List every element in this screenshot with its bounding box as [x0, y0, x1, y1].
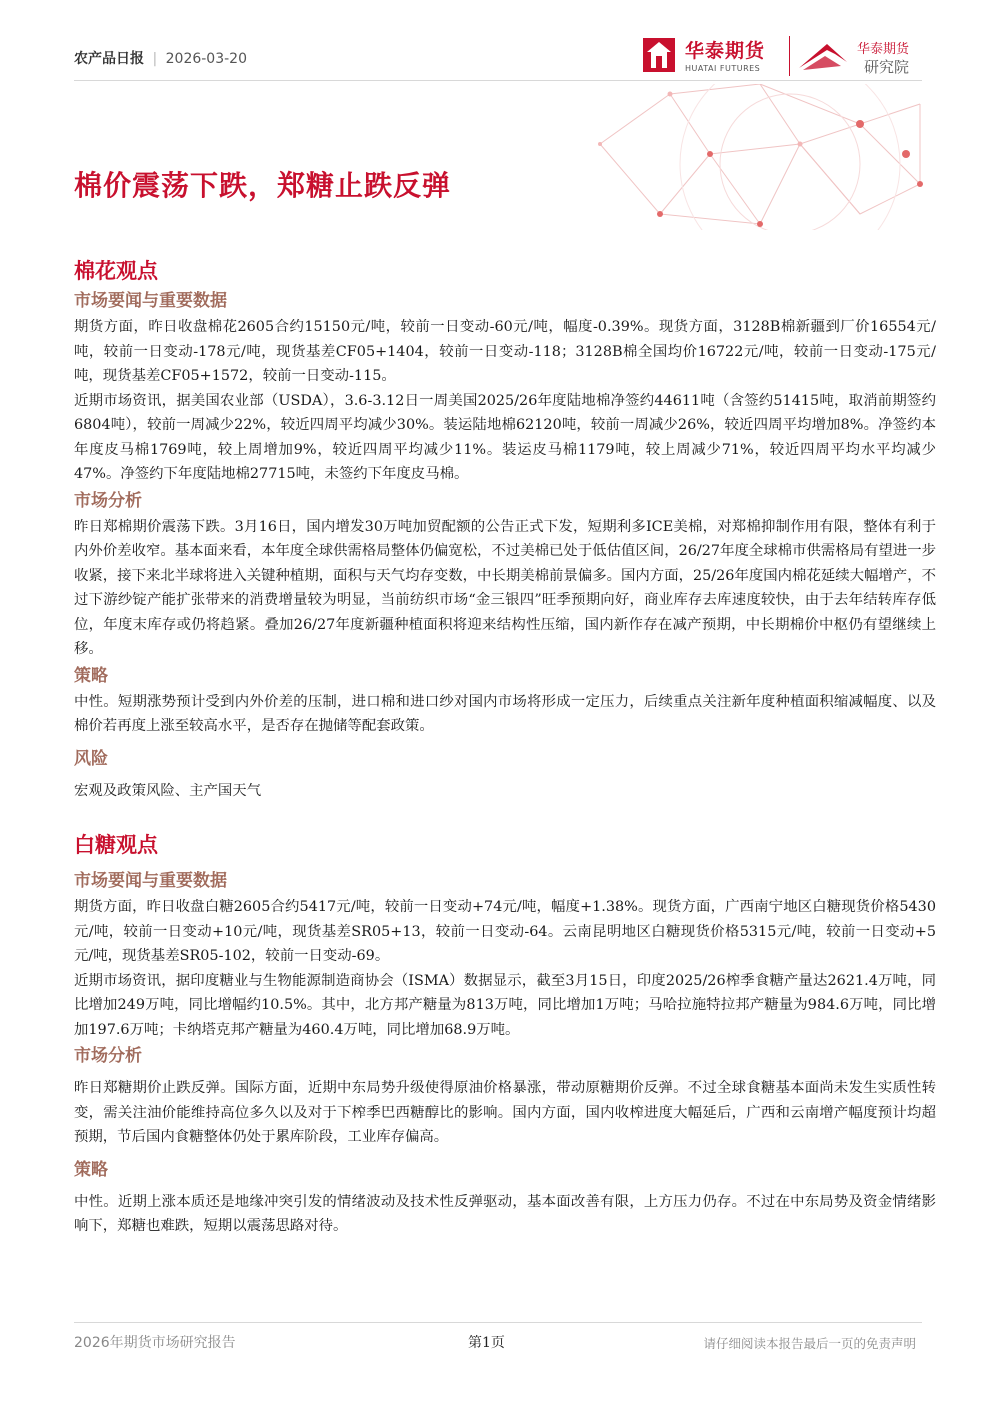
sugar-news-paragraph-1: 期货方面，昨日收盘白糖2605合约5417元/吨，较前一日变动+74元/吨，幅度+1.38%。现货方面，广西南宁地区白糖现货价格5430元/吨，较前一日变动+10元/吨，现货基差SR05+13，较前一日变动-64。云南昆明地区白糖现货价格5315元/吨，较前一日变动+5元/吨，现货基差SR05-102，较前一日变动-69。: [74, 899, 936, 964]
footer-rule: [74, 1322, 922, 1323]
huatai-futures-logo: [643, 36, 783, 78]
institute-line1: 华泰期货: [857, 42, 910, 57]
cotton-analysis-paragraph: 昨日郑棉期价震荡下跌。3月16日，国内增发30万吨加贸配额的公告正式下发，短期利多ICE美棉，对郑棉抑制作用有限，整体有利于内外价差收窄。基本面来看，本年度全球供需格局整体仍偏宽松，不过美棉已处于低估值区间，26/27年度全球棉市供需格局有望进一步收紧，接下来北半球将进入关键种植期，面积与天气均存变数，中长期美棉前景偏多。国内方面，25/26年度国内棉花延续大幅增产，不过下游纱锭产能扩张带来的消费增量较为明显，当前纺织市场“金三银四”旺季预期向好，商业库存去库速度较快，由于去年结转库存低位，年度末库存或仍将趋紧。叠加26/27年度新疆种植面积将迎来结构性压缩，国内新作存在减产预期，中长期棉价中枢仍有望继续上移。: [74, 518, 936, 657]
cotton-analysis-heading: 市场分析: [74, 490, 142, 511]
page-header: [0, 0, 992, 230]
sugar-news-heading: 市场要闻与重要数据: [74, 871, 227, 891]
page-number: 第1页: [468, 1335, 505, 1351]
cotton-section: [74, 255, 936, 803]
cotton-heading: 棉花观点: [74, 259, 158, 283]
institute-line2: 研究院: [864, 58, 910, 76]
logo-en-text: HUATAI FUTURES: [685, 64, 761, 73]
sugar-section: [74, 829, 936, 1239]
footer-report-name: 2026年期货市场研究报告: [74, 1335, 236, 1351]
sugar-analysis-heading: 市场分析: [74, 1046, 142, 1066]
report-title: 棉价震荡下跌，郑糖止跌反弹: [74, 169, 452, 202]
sugar-news-paragraph-2: 近期市场资讯，据印度糖业与生物能源制造商协会（ISMA）数据显示，截至3月15日，印度2025/26榨季食糖产量达2621.4万吨，同比增加249万吨，同比增幅约10.5%。其中，北方邦产糖量为813万吨，同比增加1万吨；马哈拉施特拉邦产糖量为984.6万吨，同比增加197.6万吨；卡纳塔克邦产糖量为460.4万吨，同比增加68.9万吨。: [74, 972, 936, 1038]
report-date: 2026-03-20: [165, 51, 247, 67]
disclaimer-notice: 请仔细阅读本报告最后一页的免责声明: [703, 1336, 916, 1351]
cotton-news-paragraph-1: 期货方面，昨日收盘棉花2605合约15150元/吨，较前一日变动-60元/吨，幅度-0.39%。现货方面，3128B棉新疆到厂价16554元/吨，较前一日变动-178元/吨，现货基差CF05+1404，较前一日变动-118；3128B棉全国均价16722元/吨，较前一日变动-175元/吨，现货基差CF05+1572，较前一日变动-115。: [74, 319, 936, 384]
doc-type: 农产品日报: [74, 51, 144, 67]
cotton-strategy-heading: 策略: [74, 665, 108, 686]
huatai-logo-icon: [643, 38, 675, 72]
sugar-analysis-paragraph: 昨日郑糖期价止跌反弹。国际方面，近期中东局势升级使得原油价格暴涨，带动原糖期价反弹。不过全球食糖基本面尚未发生实质性转变，需关注油价能维持高位多久以及对于下榨季巴西糖醇比的影响。国内方面，国内收榨进度大幅延后，广西和云南增产幅度预计均超预期，节后国内食糖整体仍处于累库阶段，工业库存偏高。: [74, 1080, 936, 1145]
report-meta: [74, 48, 247, 68]
cotton-risk-heading: 风险: [74, 748, 108, 769]
cotton-strategy-paragraph: 中性。短期涨势预计受到内外价差的压制，进口棉和进口纱对国内市场将形成一定压力，后续重点关注新年度种植面积缩减幅度、以及棉价若再度上涨至较高水平，是否存在抛储等配套政策。: [74, 693, 936, 734]
report-body: [74, 255, 936, 1239]
sugar-strategy-heading: 策略: [74, 1159, 108, 1180]
cotton-news-paragraph-2: 近期市场资讯，据美国农业部（USDA），3.6-3.12日一周美国2025/26年度陆地棉净签约44611吨（含签约51415吨，取消前期签约6804吨），较前一周减少22%，较近四周平均减少30%。装运陆地棉62120吨，较前一周减少26%，较近四周平均增加8%。净签约本年度皮马棉1769吨，较上周增加9%，较近四周平均减少11%。装运皮马棉1179吨，较上周减少71%，较近四周平均水平均减少47%。净签约下年度陆地棉27715吨，未签约下年度皮马棉。: [74, 392, 936, 482]
meta-separator: |: [152, 51, 158, 67]
research-institute-logo: [797, 36, 927, 78]
logo-cn-text: 华泰期货: [685, 40, 766, 62]
sugar-heading: 白糖观点: [74, 833, 158, 857]
cotton-risk-paragraph: 宏观及政策风险、主产国天气: [74, 782, 262, 799]
institute-logo-icon: [797, 40, 849, 72]
page-footer: [74, 1322, 922, 1362]
header-rule: [74, 80, 922, 81]
logo-divider: [789, 36, 790, 76]
sugar-strategy-paragraph: 中性。近期上涨本质还是地缘冲突引发的情绪波动及技术性反弹驱动，基本面改善有限，上方压力仍存。不过在中东局势及资金情绪影响下，郑糖也难跌，短期以震荡思路对待。: [74, 1193, 936, 1234]
cotton-news-heading: 市场要闻与重要数据: [74, 291, 227, 311]
geometric-network-decoration: [560, 84, 932, 230]
